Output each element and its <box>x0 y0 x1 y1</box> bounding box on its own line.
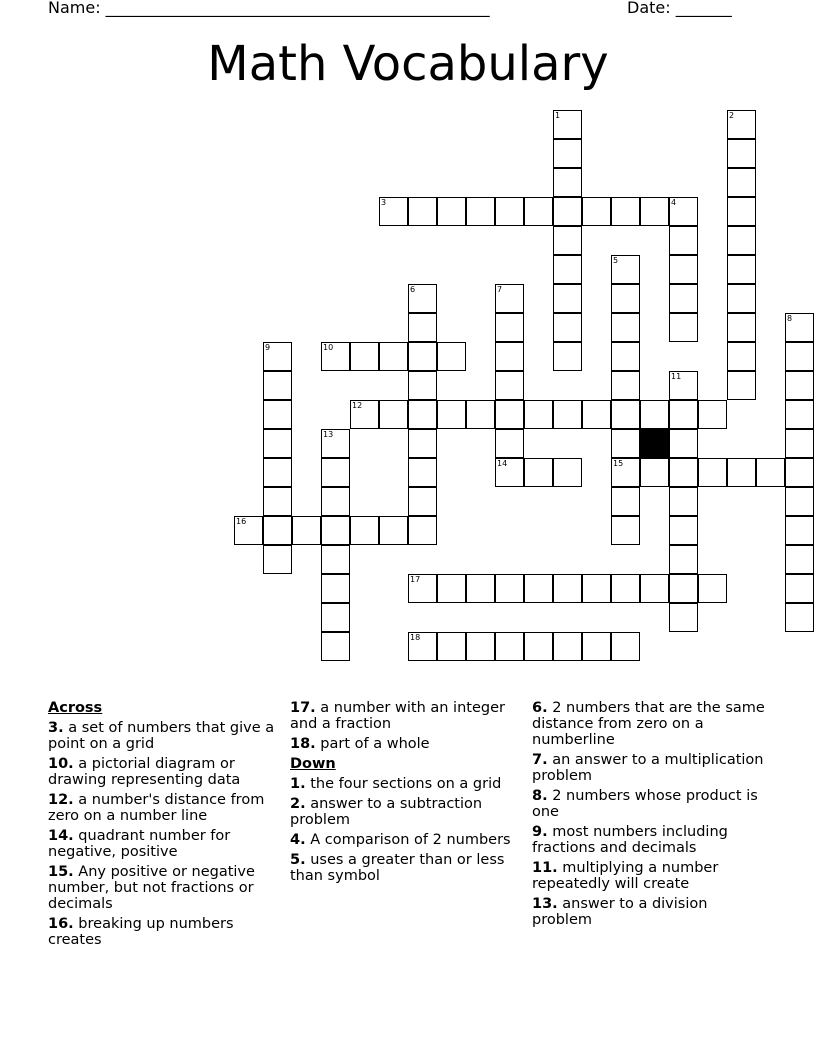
clue-text: a number with an integer and a fraction <box>290 700 505 732</box>
clue-item <box>48 828 278 860</box>
clue-text: a number's distance from zero on a number line <box>48 792 265 824</box>
worksheet-header <box>48 0 768 20</box>
crossword-cell[interactable] <box>582 632 611 661</box>
crossword-cell[interactable] <box>292 516 321 545</box>
crossword-cell[interactable] <box>611 516 640 545</box>
crossword-cell[interactable] <box>640 458 669 487</box>
crossword-cell[interactable] <box>582 574 611 603</box>
crossword-cell[interactable] <box>553 458 582 487</box>
crossword-cell[interactable] <box>408 342 437 371</box>
clue-text: part of a whole <box>315 736 430 752</box>
clue-text: a pictorial diagram or drawing representing data <box>48 756 241 788</box>
crossword-cell[interactable] <box>437 632 466 661</box>
crossword-cell[interactable] <box>524 400 553 429</box>
crossword-cell[interactable] <box>727 313 756 342</box>
clue-item <box>290 852 522 884</box>
clue-number: 9 <box>265 343 271 352</box>
crossword-cell[interactable] <box>553 255 582 284</box>
crossword-cell[interactable] <box>582 400 611 429</box>
crossword-cell[interactable] <box>727 168 756 197</box>
clue-text: Any positive or negative number, but not fractions or decimals <box>48 864 255 912</box>
crossword-cell[interactable] <box>263 487 292 516</box>
down-clue-list-continued <box>532 700 768 928</box>
clue-text: 2 numbers whose product is one <box>532 788 758 820</box>
clue-text: most numbers including fractions and decimals <box>532 824 728 856</box>
crossword-cell[interactable] <box>263 400 292 429</box>
clue-number: 15 <box>613 459 624 468</box>
clue-number: 12. <box>48 792 74 808</box>
crossword-cell[interactable] <box>553 313 582 342</box>
clue-number: 6 <box>410 285 416 294</box>
clue-number: 7 <box>497 285 503 294</box>
crossword-cell[interactable] <box>640 197 669 226</box>
clue-item <box>48 864 278 912</box>
crossword-cell[interactable] <box>669 284 698 313</box>
clue-item <box>532 752 768 784</box>
clue-number: 1 <box>555 111 561 120</box>
clue-item <box>290 832 522 848</box>
clue-number: 3. <box>48 720 64 736</box>
crossword-cell[interactable] <box>553 284 582 313</box>
crossword-cell-numbered[interactable] <box>727 110 756 139</box>
crossword-cell[interactable] <box>437 197 466 226</box>
crossword-cell[interactable] <box>437 574 466 603</box>
name-field-label[interactable]: Name: ________________________________________________ <box>48 0 490 17</box>
clue-text: breaking up numbers creates <box>48 916 234 948</box>
crossword-cell[interactable] <box>263 429 292 458</box>
crossword-cell[interactable] <box>321 487 350 516</box>
crossword-cell[interactable] <box>611 400 640 429</box>
crossword-cell[interactable] <box>263 545 292 574</box>
crossword-cell-numbered[interactable] <box>321 429 350 458</box>
crossword-cell[interactable] <box>727 139 756 168</box>
crossword-cell[interactable] <box>408 487 437 516</box>
crossword-cell[interactable] <box>669 429 698 458</box>
crossword-cell-numbered[interactable] <box>611 458 640 487</box>
crossword-cell[interactable] <box>408 197 437 226</box>
crossword-cell[interactable] <box>321 603 350 632</box>
clue-item <box>290 736 522 752</box>
clue-number: 10 <box>323 343 334 352</box>
crossword-cell-numbered[interactable] <box>495 284 524 313</box>
clue-text: an answer to a multiplication problem <box>532 752 764 784</box>
crossword-cell[interactable] <box>669 226 698 255</box>
crossword-cell[interactable] <box>408 313 437 342</box>
crossword-cell-numbered[interactable] <box>379 197 408 226</box>
crossword-cell[interactable] <box>263 458 292 487</box>
clue-number: 18. <box>290 736 316 752</box>
crossword-cell[interactable] <box>611 313 640 342</box>
crossword-cell[interactable] <box>669 574 698 603</box>
crossword-cell-numbered[interactable] <box>669 197 698 226</box>
crossword-cell-numbered[interactable] <box>321 342 350 371</box>
clue-item <box>48 756 278 788</box>
clue-number: 2. <box>290 796 306 812</box>
crossword-cell[interactable] <box>553 400 582 429</box>
crossword-cell[interactable] <box>756 458 785 487</box>
crossword-cell[interactable] <box>408 429 437 458</box>
crossword-cell[interactable] <box>379 342 408 371</box>
clue-item <box>48 916 278 948</box>
clue-item <box>290 700 522 732</box>
clue-number: 10. <box>48 756 74 772</box>
crossword-cell[interactable] <box>698 400 727 429</box>
clue-item <box>532 788 768 820</box>
crossword-cell-numbered[interactable] <box>408 632 437 661</box>
crossword-cell[interactable] <box>466 400 495 429</box>
clue-number: 11 <box>671 372 682 381</box>
crossword-cell[interactable] <box>466 632 495 661</box>
clues-column-2 <box>290 700 522 888</box>
clue-text: the four sections on a grid <box>305 776 502 792</box>
down-heading: Down <box>290 756 336 772</box>
clue-number: 1. <box>290 776 306 792</box>
crossword-cell[interactable] <box>785 574 814 603</box>
clue-number: 4 <box>671 198 677 207</box>
crossword-cell-numbered[interactable] <box>350 400 379 429</box>
clue-item <box>48 792 278 824</box>
clue-text: a set of numbers that give a point on a grid <box>48 720 275 752</box>
crossword-cell[interactable] <box>321 632 350 661</box>
crossword-cell[interactable] <box>379 400 408 429</box>
clue-text: multiplying a number repeatedly will create <box>532 860 719 892</box>
crossword-cell[interactable] <box>553 168 582 197</box>
crossword-cell[interactable] <box>611 342 640 371</box>
crossword-cell[interactable] <box>785 400 814 429</box>
clue-item <box>290 776 522 792</box>
clue-number: 7. <box>532 752 548 768</box>
clue-item <box>48 720 278 752</box>
crossword-cell[interactable] <box>611 429 640 458</box>
crossword-cell[interactable] <box>495 371 524 400</box>
crossword-cell[interactable] <box>437 342 466 371</box>
crossword-cell[interactable] <box>553 574 582 603</box>
crossword-cell[interactable] <box>727 226 756 255</box>
clue-number: 15. <box>48 864 74 880</box>
clue-number: 8. <box>532 788 548 804</box>
clue-number: 4. <box>290 832 306 848</box>
crossword-cell-numbered[interactable] <box>408 574 437 603</box>
crossword-cell-numbered[interactable] <box>495 458 524 487</box>
crossword-cell[interactable] <box>321 574 350 603</box>
clue-text: quadrant number for negative, positive <box>48 828 231 860</box>
clue-number: 5. <box>290 852 306 868</box>
crossword-cell[interactable] <box>727 197 756 226</box>
crossword-cell[interactable] <box>263 371 292 400</box>
crossword-cell[interactable] <box>408 400 437 429</box>
crossword-cell[interactable] <box>408 458 437 487</box>
crossword-cell[interactable] <box>524 632 553 661</box>
crossword-cell[interactable] <box>669 458 698 487</box>
clue-number: 2 <box>729 111 735 120</box>
crossword-cell[interactable] <box>611 632 640 661</box>
crossword-black-cell <box>640 429 669 458</box>
crossword-cell-numbered[interactable] <box>553 110 582 139</box>
clue-number: 12 <box>352 401 363 410</box>
clue-text: answer to a subtraction problem <box>290 796 483 828</box>
crossword-cell[interactable] <box>466 574 495 603</box>
clue-number: 18 <box>410 633 421 642</box>
down-clue-list <box>290 776 522 884</box>
clue-number: 17. <box>290 700 316 716</box>
clue-item <box>532 896 768 928</box>
clue-number: 9. <box>532 824 548 840</box>
crossword-cell[interactable] <box>669 603 698 632</box>
clue-number: 8 <box>787 314 793 323</box>
clue-text: answer to a division problem <box>532 896 708 928</box>
crossword-cell[interactable] <box>350 342 379 371</box>
crossword-cell-numbered[interactable] <box>785 313 814 342</box>
crossword-cell[interactable] <box>495 342 524 371</box>
crossword-cell[interactable] <box>524 197 553 226</box>
crossword-cell[interactable] <box>495 574 524 603</box>
crossword-cell[interactable] <box>669 400 698 429</box>
crossword-cell[interactable] <box>553 342 582 371</box>
crossword-cell[interactable] <box>321 516 350 545</box>
crossword-cell[interactable] <box>524 458 553 487</box>
crossword-cell[interactable] <box>640 400 669 429</box>
crossword-cell[interactable] <box>785 371 814 400</box>
clue-number: 16. <box>48 916 74 932</box>
crossword-cell[interactable] <box>379 516 408 545</box>
clue-item <box>532 700 768 748</box>
crossword-cell[interactable] <box>553 226 582 255</box>
crossword-cell[interactable] <box>495 400 524 429</box>
clue-number: 13. <box>532 896 558 912</box>
crossword-cell[interactable] <box>263 516 292 545</box>
crossword-cell[interactable] <box>611 574 640 603</box>
crossword-cell[interactable] <box>669 255 698 284</box>
crossword-cell[interactable] <box>698 574 727 603</box>
crossword-cell[interactable] <box>785 458 814 487</box>
crossword-cell-numbered[interactable] <box>408 284 437 313</box>
crossword-cell-numbered[interactable] <box>669 371 698 400</box>
crossword-cell[interactable] <box>495 313 524 342</box>
crossword-cell[interactable] <box>611 371 640 400</box>
crossword-cell[interactable] <box>495 429 524 458</box>
clue-item <box>532 860 768 892</box>
page-title: Math Vocabulary <box>207 36 609 92</box>
across-clue-list <box>48 720 278 948</box>
clue-item <box>532 824 768 856</box>
clue-number: 5 <box>613 256 619 265</box>
clues-column-3 <box>532 700 768 932</box>
crossword-cell[interactable] <box>727 342 756 371</box>
crossword-cell-numbered[interactable] <box>611 255 640 284</box>
clue-text: uses a greater than or less than symbol <box>290 852 505 884</box>
crossword-cell[interactable] <box>437 400 466 429</box>
clue-number: 17 <box>410 575 421 584</box>
crossword-cell[interactable] <box>611 197 640 226</box>
crossword-cell[interactable] <box>785 342 814 371</box>
clue-number: 6. <box>532 700 548 716</box>
clue-number: 16 <box>236 517 247 526</box>
crossword-cell-numbered[interactable] <box>234 516 263 545</box>
clues-column-1 <box>48 700 278 952</box>
crossword-cell[interactable] <box>495 197 524 226</box>
crossword-cell[interactable] <box>785 487 814 516</box>
crossword-cell[interactable] <box>785 603 814 632</box>
crossword-cell[interactable] <box>727 371 756 400</box>
crossword-cell[interactable] <box>611 487 640 516</box>
crossword-cell[interactable] <box>669 487 698 516</box>
crossword-cell[interactable] <box>553 197 582 226</box>
clue-text: A comparison of 2 numbers <box>305 832 511 848</box>
crossword-cell[interactable] <box>408 516 437 545</box>
crossword-cell[interactable] <box>495 632 524 661</box>
crossword-cell[interactable] <box>785 545 814 574</box>
clue-number: 11. <box>532 860 558 876</box>
clue-text: 2 numbers that are the same distance from zero on a numberline <box>532 700 765 748</box>
crossword-cell[interactable] <box>408 371 437 400</box>
crossword-cell[interactable] <box>553 632 582 661</box>
crossword-cell[interactable] <box>727 284 756 313</box>
clue-number: 14. <box>48 828 74 844</box>
crossword-cell[interactable] <box>669 545 698 574</box>
clue-item <box>290 796 522 828</box>
crossword-cell[interactable] <box>727 458 756 487</box>
across-heading: Across <box>48 700 103 716</box>
crossword-cell[interactable] <box>553 139 582 168</box>
crossword-cell[interactable] <box>669 516 698 545</box>
crossword-cell[interactable] <box>350 516 379 545</box>
clue-number: 14 <box>497 459 508 468</box>
clue-number: 13 <box>323 430 334 439</box>
across-clue-list-continued <box>290 700 522 752</box>
crossword-cell[interactable] <box>727 255 756 284</box>
crossword-cell[interactable] <box>321 545 350 574</box>
crossword-cell[interactable] <box>669 313 698 342</box>
crossword-cell[interactable] <box>785 429 814 458</box>
crossword-cell-numbered[interactable] <box>263 342 292 371</box>
crossword-cell[interactable] <box>524 574 553 603</box>
crossword-cell[interactable] <box>698 458 727 487</box>
crossword-cell[interactable] <box>582 197 611 226</box>
crossword-cell[interactable] <box>640 574 669 603</box>
crossword-cell[interactable] <box>611 284 640 313</box>
crossword-cell[interactable] <box>321 458 350 487</box>
crossword-cell[interactable] <box>785 516 814 545</box>
clue-number: 3 <box>381 198 387 207</box>
crossword-cell[interactable] <box>466 197 495 226</box>
date-field-label[interactable]: Date: _______ <box>627 0 732 17</box>
